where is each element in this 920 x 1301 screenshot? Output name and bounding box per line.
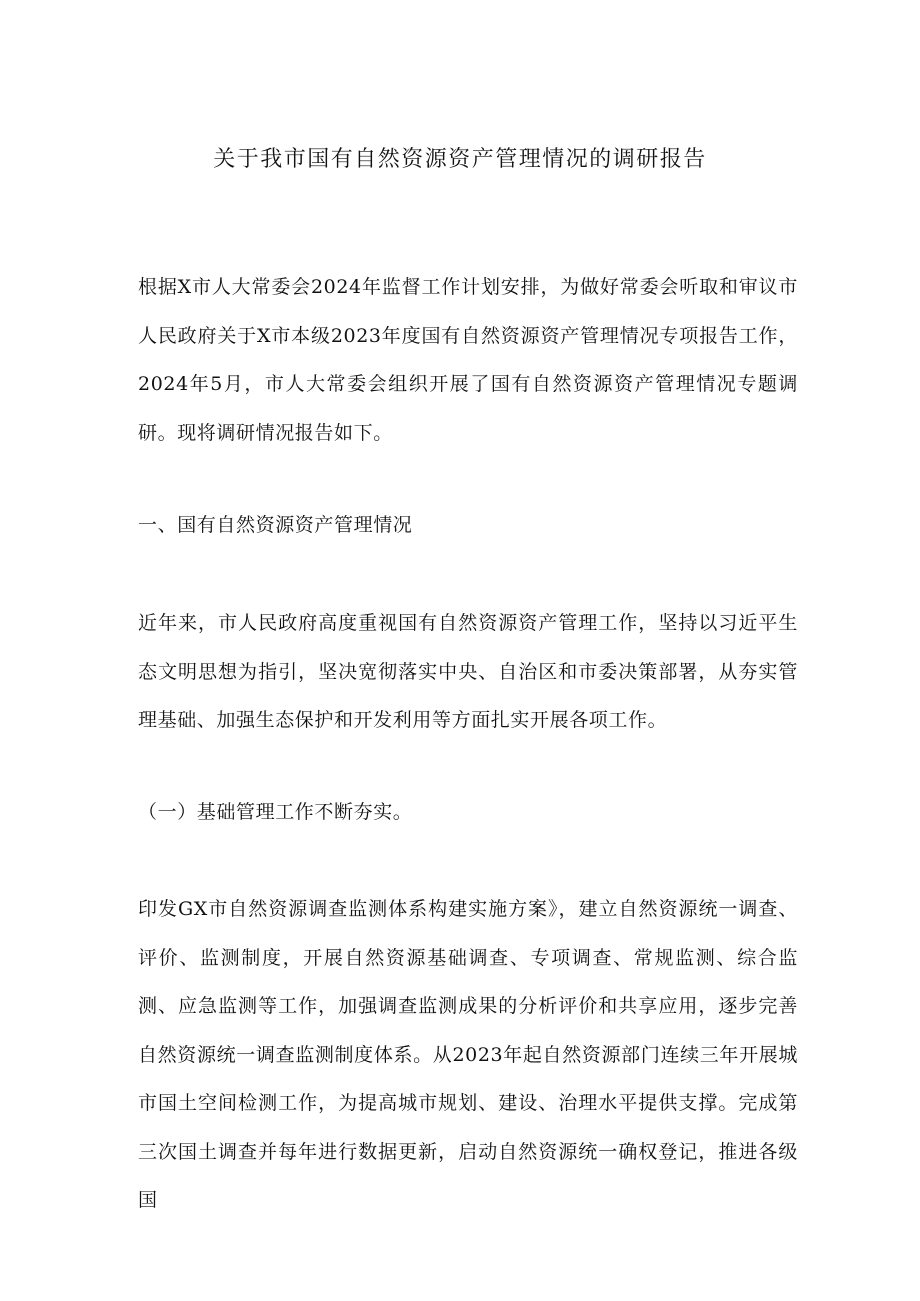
- section-1-heading: 一、国有自然资源资产管理情况: [138, 514, 413, 536]
- section-1-paragraph: 近年来，市人民政府高度重视国有自然资源资产管理工作，坚持以习近平生态文明思想为指引，坚决宽彻落实中央、自治区和市委决策部署，从夯实管理基础、加强生态保护和开发利用等方面扎实开展各项工作。: [138, 612, 798, 731]
- intro-paragraph: 根据X市人大常委会2024年监督工作计划安排，为做好常委会听取和审议市人民政府关于X市本级2023年度国有自然资源资产管理情况专项报告工作，2024年5月，市人大常委会组织开展了国有自然资源资产管理情况专题调研。现将调研情况报告如下。: [138, 276, 798, 444]
- document-title: 关于我市国有自然资源资产管理情况的调研报告: [213, 147, 707, 172]
- subsection-1-heading: （一）基础管理工作不断夯实。: [138, 801, 413, 823]
- subsection-1-paragraph: 印发GX市自然资源调查监测体系构建实施方案》，建立自然资源统一调查、评价、监测制度，开展自然资源基础调查、专项调查、常规监测、综合监测、应急监测等工作，加强调查监测成果的分析评价和共享应用，逐步完善自然资源统一调查监测制度体系。从2023年起自然资源部门连续三年开展城市国土空间检测工作，为提高城市规划、建设、治理水平提供支撑。完成第三次国土调查并每年进行数据更新，启动自然资源统一确权登记，推进各级国: [138, 898, 798, 1211]
